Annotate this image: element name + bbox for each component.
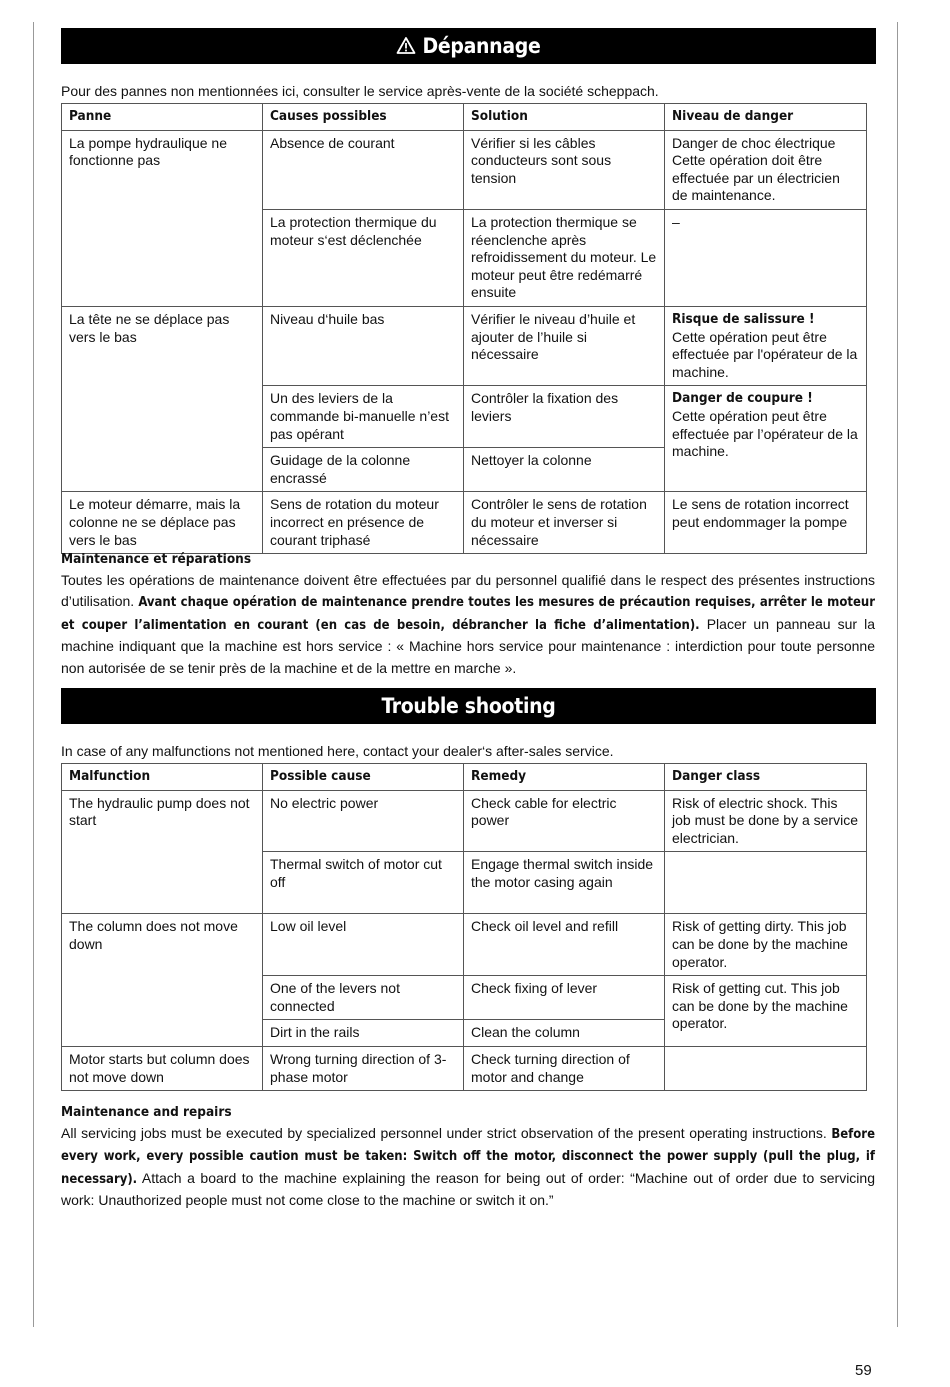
table-cell: Le moteur démarre, mais la colonne ne se déplace pas vers le bas xyxy=(62,492,263,554)
intro-text: In case of any malfunctions not mentioned here, contact your dealer‘s after-sales service. xyxy=(61,743,614,759)
table-cell: Check oil level and refill xyxy=(464,914,665,976)
table-cell: The column does not move down xyxy=(62,914,263,1047)
table-row xyxy=(62,790,867,852)
table-header-row xyxy=(62,104,867,131)
table-cell: Thermal switch of motor cut off xyxy=(263,852,464,914)
left-margin-rule xyxy=(33,22,34,1327)
troubleshooting-table-fr xyxy=(61,103,867,554)
page-number: 59 xyxy=(855,1362,872,1379)
column-header: Solution xyxy=(464,104,665,131)
table-cell: La tête ne se déplace pas vers le bas xyxy=(62,306,263,491)
table-cell: No electric power xyxy=(263,790,464,852)
table-cell: Motor starts but column does not move down xyxy=(62,1046,263,1090)
maintenance-paragraph-en xyxy=(61,1123,875,1212)
table-cell xyxy=(665,306,867,385)
table-cell: Check cable for electric power xyxy=(464,790,665,852)
table-cell: Low oil level xyxy=(263,914,464,976)
section-title: Trouble shooting xyxy=(381,694,556,718)
table-cell: Dirt in the rails xyxy=(263,1020,464,1047)
table-row xyxy=(62,1046,867,1090)
table-cell: La protection thermique se réenclenche après refroidissement du moteur. Le moteur peut être redémarré ensuite xyxy=(464,209,665,306)
maintenance-text: All servicing jobs must be executed by specialized personnel under strict observation of the present operating instructions. xyxy=(61,1125,827,1141)
danger-text: Cette opération peut être effectuée par l'opérateur de la machine. xyxy=(672,328,858,380)
table-cell: Wrong turning direction of 3-phase motor xyxy=(263,1046,464,1090)
table-row xyxy=(62,914,867,976)
intro-text: Pour des pannes non mentionnées ici, consulter le service après-vente de la société scheppach. xyxy=(61,83,659,99)
table-cell: Risk of electric shock. This job must be done by a service electrician. xyxy=(665,790,867,852)
table-cell: – xyxy=(665,209,867,306)
table-row xyxy=(62,306,867,385)
table-cell: Clean the column xyxy=(464,1020,665,1047)
table-cell: Risk of getting dirty. This job can be done by the machine operator. xyxy=(665,914,867,976)
section-banner-depannage xyxy=(61,28,876,64)
section-banner-trouble-shooting xyxy=(61,688,876,724)
maintenance-paragraph-fr xyxy=(61,570,875,679)
table-cell xyxy=(665,852,867,914)
table-cell: Nettoyer la colonne xyxy=(464,448,665,492)
table-cell xyxy=(665,1046,867,1090)
table-cell: Absence de courant xyxy=(263,130,464,209)
table-cell: The hydraulic pump does not start xyxy=(62,790,263,914)
table-cell: La pompe hydraulique ne fonctionne pas xyxy=(62,130,263,306)
maintenance-heading-en: Maintenance and repairs xyxy=(61,1104,232,1120)
maintenance-warning: Before every work, every possible caution must be taken: Switch off the motor, disconnect the power supply (pull the plug, if necessary). xyxy=(61,1127,875,1187)
table-cell: Check turning direction of motor and change xyxy=(464,1046,665,1090)
table-cell: Un des leviers de la commande bi-manuelle n’est pas opérant xyxy=(263,386,464,448)
table-cell: Sens de rotation du moteur incorrect en présence de courant triphasé xyxy=(263,492,464,554)
table-cell: Vérifier si les câbles conducteurs sont sous tension xyxy=(464,130,665,209)
column-header: Possible cause xyxy=(263,764,464,791)
danger-text: Cette opération peut être effectuée par l’opérateur de la machine. xyxy=(672,407,858,460)
column-header: Panne xyxy=(62,104,263,131)
table-row xyxy=(62,492,867,554)
table-cell xyxy=(665,386,867,492)
table-cell: Guidage de la colonne encrassé xyxy=(263,448,464,492)
table-cell: Contrôler le sens de rotation du moteur et inverser si nécessaire xyxy=(464,492,665,554)
table-cell: Danger de choc électrique Cette opération doit être effectuée par un électricien de maintenance. xyxy=(665,130,867,209)
column-header: Niveau de danger xyxy=(665,104,867,131)
table-cell: Le sens de rotation incorrect peut endommager la pompe xyxy=(665,492,867,554)
table-cell: Risk of getting cut. This job can be done by the machine operator. xyxy=(665,976,867,1047)
table-cell: Check fixing of lever xyxy=(464,976,665,1020)
column-header: Malfunction xyxy=(62,764,263,791)
section-title: Dépannage xyxy=(422,34,541,58)
maintenance-text: Toutes les opérations de maintenance doivent être effectuées par du personnel qualifié dans le respect des présentes instructions d’utilisation. xyxy=(61,572,875,610)
maintenance-text: Placer un panneau sur la machine indiquant que la machine est hors service : « Machine hors service pour maintenance : interdiction pour toute personne non autorisée de se tenir près de la machine et de la mettre en marche ». xyxy=(61,615,876,676)
troubleshooting-table-en xyxy=(61,763,867,1091)
maintenance-heading-fr: Maintenance et réparations xyxy=(61,551,252,567)
maintenance-warning: Avant chaque opération de maintenance prendre toutes les mesures de précaution requises, arrêter le moteur et couper l’alimentation en courant (en cas de besoin, débrancher la fiche d’alimentation). xyxy=(61,595,875,633)
column-header: Causes possibles xyxy=(263,104,464,131)
column-header: Danger class xyxy=(665,764,867,791)
table-cell: Vérifier le niveau d’huile et ajouter de l’huile si nécessaire xyxy=(464,306,665,385)
table-cell: Niveau d‘huile bas xyxy=(263,306,464,385)
maintenance-text: Attach a board to the machine explaining the reason for being out of order: “Machine out of order due to servicing work: Unauthorized people must not come close to the machine or switch it on.” xyxy=(61,1169,875,1209)
warning-triangle-icon xyxy=(396,36,416,55)
table-cell: Contrôler la fixation des leviers xyxy=(464,386,665,448)
danger-title: Danger de coupure ! xyxy=(672,390,813,407)
table-cell: Engage thermal switch inside the motor casing again xyxy=(464,852,665,914)
table-cell: One of the levers not connected xyxy=(263,976,464,1020)
column-header: Remedy xyxy=(464,764,665,791)
danger-title: Risque de salissure ! xyxy=(672,310,815,327)
table-row xyxy=(62,130,867,209)
table-cell: La protection thermique du moteur s‘est déclenchée xyxy=(263,209,464,306)
table-header-row xyxy=(62,764,867,791)
right-margin-rule xyxy=(897,22,898,1327)
